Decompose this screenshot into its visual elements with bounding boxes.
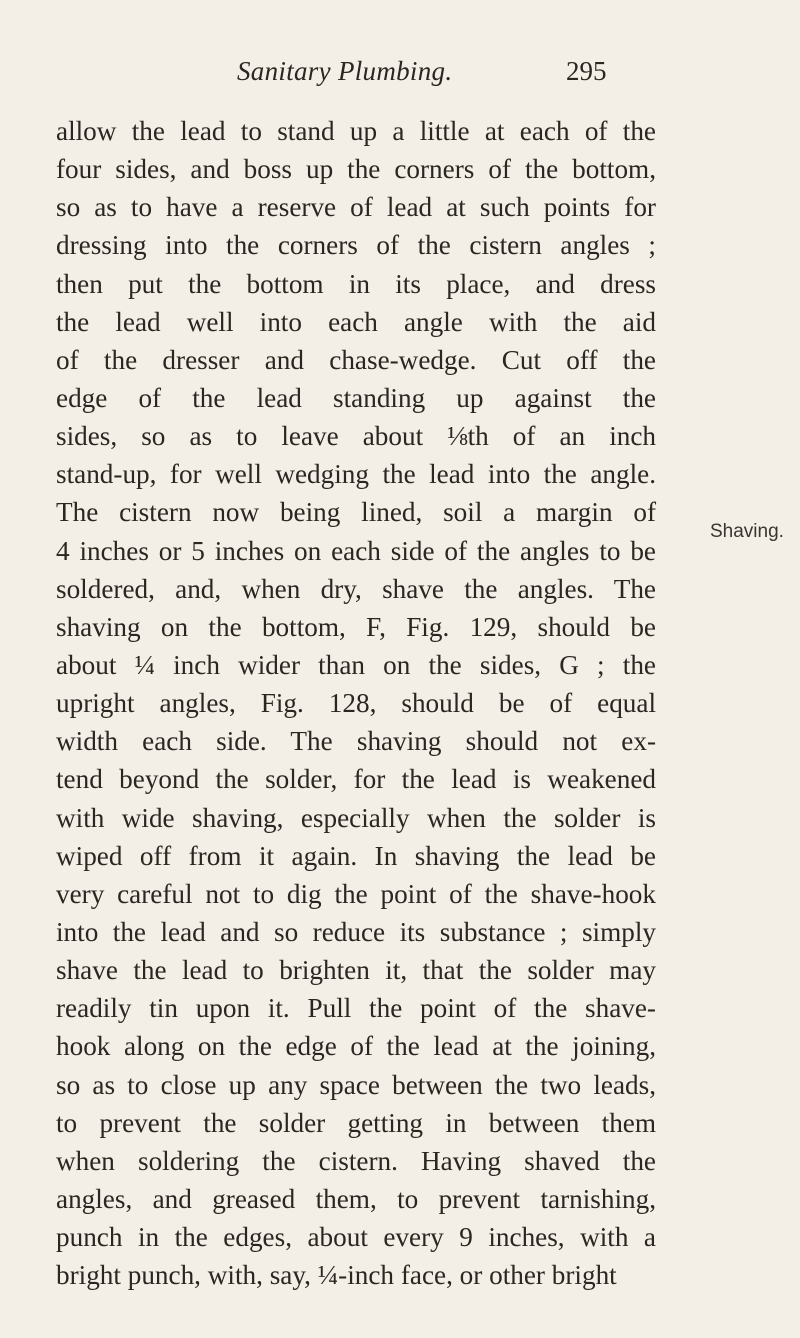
text-line: sides, so as to leave about ⅛th of an inch	[56, 421, 656, 452]
text-line: punch in the edges, about every 9 inches, with a	[56, 1222, 656, 1253]
text-line: to prevent the solder getting in between them	[56, 1107, 656, 1138]
text-line: wiped off from it again. In shaving the lead be	[56, 840, 656, 871]
running-head	[0, 56, 800, 96]
text-line: soldered, and, when dry, shave the angles. The	[56, 573, 656, 604]
text-line: of the dresser and chase-wedge. Cut off the	[56, 344, 656, 375]
text-line: into the lead and so reduce its substance ; simply	[56, 916, 656, 947]
text-line: The cistern now being lined, soil a margin of	[56, 497, 656, 528]
text-line: angles, and greased them, to prevent tarnishing,	[56, 1183, 656, 1214]
text-line: so as to have a reserve of lead at such points for	[56, 192, 656, 223]
text-line: shaving on the bottom, F, Fig. 129, should be	[56, 611, 656, 642]
text-line: four sides, and boss up the corners of the bottom,	[56, 154, 656, 185]
page-number: 295	[566, 56, 607, 86]
text-line: then put the bottom in its place, and dress	[56, 268, 656, 299]
text-line: upright angles, Fig. 128, should be of equal	[56, 688, 656, 719]
text-line: very careful not to dig the point of the shave-hook	[56, 878, 656, 909]
text-line: when soldering the cistern. Having shaved the	[56, 1145, 656, 1176]
text-line: with wide shaving, especially when the solder is	[56, 802, 656, 833]
text-line: width each side. The shaving should not ex-	[56, 726, 656, 757]
running-title: Sanitary Plumbing.	[237, 56, 453, 86]
text-line: the lead well into each angle with the aid	[56, 306, 656, 337]
text-line: so as to close up any space between the two leads,	[56, 1069, 656, 1100]
margin-note: Shaving.	[710, 521, 784, 542]
text-line: about ¼ inch wider than on the sides, G ; the	[56, 649, 656, 680]
text-line: dressing into the corners of the cistern angles ;	[56, 230, 656, 261]
text-line: shave the lead to brighten it, that the solder may	[56, 955, 656, 986]
text-line: 4 inches or 5 inches on each side of the angles to be	[56, 535, 656, 566]
text-line: hook along on the edge of the lead at the joining,	[56, 1031, 656, 1062]
text-line: tend beyond the solder, for the lead is weakened	[56, 764, 656, 795]
text-line: edge of the lead standing up against the	[56, 382, 656, 413]
text-line: readily tin upon it. Pull the point of the shave-	[56, 993, 656, 1024]
text-line: stand-up, for well wedging the lead into the angle.	[56, 459, 656, 490]
text-line: bright punch, with, say, ¼-inch face, or other bright	[56, 1260, 617, 1291]
body-text	[56, 112, 656, 1294]
text-line: allow the lead to stand up a little at each of the	[56, 116, 656, 146]
